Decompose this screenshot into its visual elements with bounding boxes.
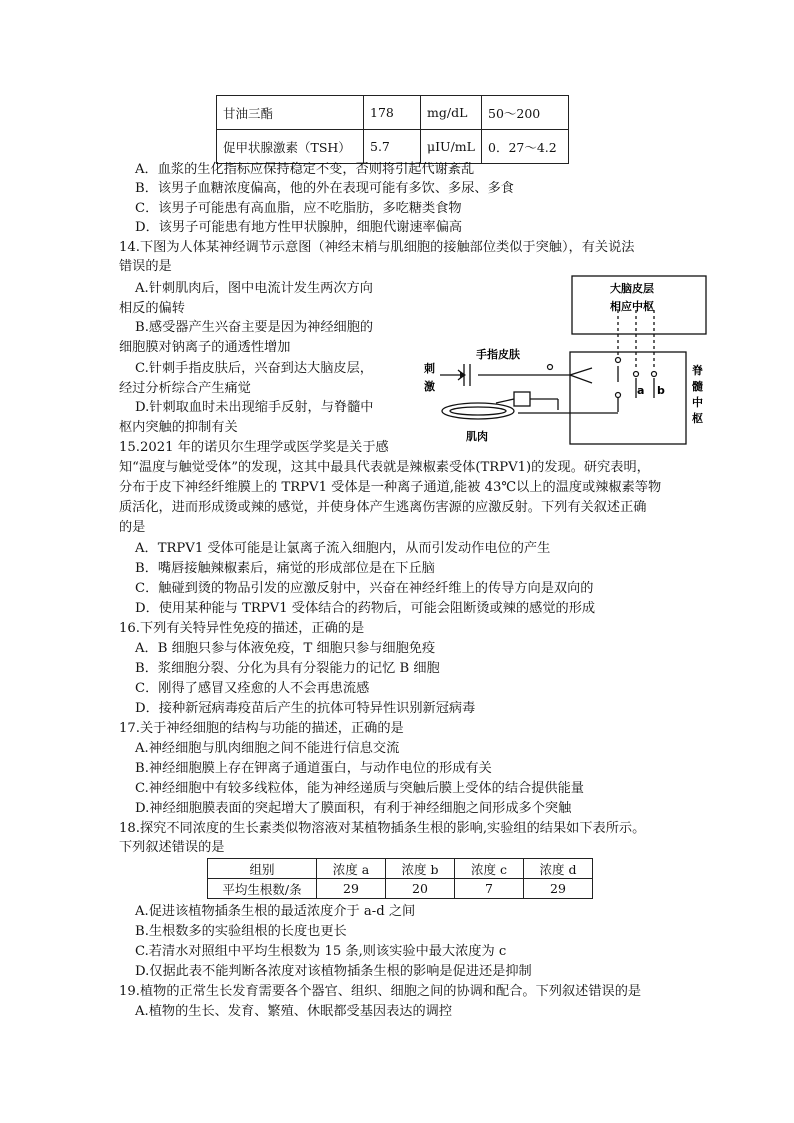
table-row bbox=[208, 879, 593, 899]
spinal-label-1: 脊 bbox=[692, 364, 703, 377]
q19-stem: 19.植物的正常生长发育需要各个器官、组织、细胞之间的协调和配合。下列叙述错误的是 bbox=[119, 984, 642, 999]
spinal-label-2: 髓 bbox=[692, 380, 703, 393]
q17-option-d: D.神经细胞膜表面的突起增大了膜面积，有利于神经细胞之间形成多个突触 bbox=[135, 801, 572, 816]
q18-option-d: D.仅据此表不能判断各浓度对该植物插条生根的影响是促进还是抑制 bbox=[135, 964, 532, 979]
q18-option-a: A.促进该植物插条生根的最适浓度介于 a-d 之间 bbox=[135, 904, 416, 919]
table-cell: 促甲状腺激素（TSH） bbox=[217, 130, 364, 164]
q14-stem: 14.下图为人体某神经调节示意图（神经末梢与肌细胞的接触部位类似于突触），有关说法 bbox=[119, 240, 635, 255]
table-header-cell: 浓度 d bbox=[524, 859, 593, 879]
q13-option-b: B．该男子血糖浓度偏高，他的外在表现可能有多饮、多尿、多食 bbox=[135, 181, 514, 196]
q16-option-d: D．接种新冠病毒疫苗后产生的抗体可特异性识别新冠病毒 bbox=[135, 701, 476, 716]
table-header-cell: 组别 bbox=[208, 859, 317, 879]
q15-stem-5: 的是 bbox=[119, 520, 146, 535]
q18-stem-2: 下列叙述错误的是 bbox=[119, 840, 225, 855]
reflex-arc-diagram bbox=[420, 270, 710, 450]
table-cell: 29 bbox=[524, 879, 593, 899]
table-cell: 29 bbox=[317, 879, 386, 899]
table-cell: 50～200 bbox=[482, 96, 569, 130]
q16-option-a: A．B 细胞只参与体液免疫，T 细胞只参与细胞免疫 bbox=[135, 641, 436, 656]
q14-option-a-cont: 相反的偏转 bbox=[119, 301, 185, 316]
table-cell: 178 bbox=[364, 96, 421, 130]
spinal-label-3: 中 bbox=[692, 396, 703, 409]
q14-option-b: B.感受器产生兴奋主要是因为神经细胞的 bbox=[135, 320, 374, 335]
stimulus-label-1: 刺 bbox=[424, 362, 435, 375]
q17-stem: 17.关于神经细胞的结构与功能的描述，正确的是 bbox=[119, 721, 404, 736]
table-cell: 7 bbox=[455, 879, 524, 899]
muscle-shape bbox=[442, 403, 514, 419]
q19-option-a: A.植物的生长、发育、繁殖、休眠都受基因表达的调控 bbox=[135, 1004, 453, 1019]
q14-option-b-cont: 细胞膜对钠离子的通透性增加 bbox=[119, 340, 291, 355]
q15-stem-2: 知“温度与触觉受体”的发现，这其中最具代表就是辣椒素受体(TRPV1)的发现。研究表明， bbox=[119, 460, 650, 475]
q15-option-d: D．使用某种能与 TRPV1 受体结合的药物后，可能会阻断烫或辣的感觉的形成 bbox=[135, 601, 596, 616]
table-cell: 0．27～4.2 bbox=[482, 130, 569, 164]
q15-stem-3: 分布于皮下神经纤维膜上的 TRPV1 受体是一种离子通道,能被 43℃以上的温度或辣椒素等物 bbox=[119, 480, 662, 495]
label-b: b bbox=[657, 384, 665, 397]
table-row bbox=[208, 859, 593, 879]
q13-option-c: C．该男子可能患有高血脂，应不吃脂肪，多吃糖类食物 bbox=[135, 201, 462, 216]
lab-results-table bbox=[216, 95, 569, 164]
muscle-label: 肌肉 bbox=[466, 430, 488, 443]
cortex-label-1: 大脑皮层 bbox=[610, 282, 654, 295]
q14-option-c: C.针刺手指皮肤后，兴奋到达大脑皮层， bbox=[135, 361, 373, 376]
q17-option-c: C.神经细胞中有较多线粒体，能为神经递质与突触后膜上受体的结合提供能量 bbox=[135, 781, 584, 796]
table-cell: 甘油三酯 bbox=[217, 96, 364, 130]
spinal-label-4: 枢 bbox=[692, 412, 703, 425]
q14-stem-cont: 错误的是 bbox=[119, 259, 172, 274]
q18-option-b: B.生根数多的实验组根的长度也更长 bbox=[135, 924, 347, 939]
rooting-results-table bbox=[207, 858, 593, 899]
q17-option-a: A.神经细胞与肌肉细胞之间不能进行信息交流 bbox=[135, 741, 400, 756]
q13-option-d: D．该男子可能患有地方性甲状腺肿，细胞代谢速率偏高 bbox=[135, 220, 463, 235]
q14-option-d-cont: 枢内突触的抑制有关 bbox=[119, 420, 238, 435]
q18-option-c: C.若清水对照组中平均生根数为 15 条,则该实验中最大浓度为 c bbox=[135, 944, 507, 959]
cortex-label-2: 相应中枢 bbox=[610, 300, 654, 313]
table-header-cell: 浓度 b bbox=[386, 859, 455, 879]
spinal-cord-box bbox=[570, 352, 686, 444]
q17-option-b: B.神经细胞膜上存在钾离子通道蛋白，与动作电位的形成有关 bbox=[135, 761, 492, 776]
table-header-cell: 浓度 a bbox=[317, 859, 386, 879]
q15-stem-1: 15.2021 年的诺贝尔生理学或医学奖是关于感 bbox=[119, 440, 389, 455]
table-cell: 平均生根数/条 bbox=[208, 879, 317, 899]
table-cell: μIU/mL bbox=[421, 130, 482, 164]
q16-option-b: B．浆细胞分裂、分化为具有分裂能力的记忆 B 细胞 bbox=[135, 661, 440, 676]
q16-option-c: C．刚得了感冒又痊愈的人不会再患流感 bbox=[135, 681, 370, 696]
table-header-cell: 浓度 c bbox=[455, 859, 524, 879]
galvanometer bbox=[514, 392, 530, 406]
skin-label: 手指皮肤 bbox=[476, 348, 520, 361]
q14-option-a: A.针刺肌肉后，图中电流计发生两次方向 bbox=[135, 281, 373, 296]
q16-stem: 16.下列有关特异性免疫的描述，正确的是 bbox=[119, 621, 365, 636]
label-a: a bbox=[637, 384, 645, 397]
q15-option-b: B．嘴唇接触辣椒素后，痛觉的形成部位是在下丘脑 bbox=[135, 561, 435, 576]
stimulus-label-2: 激 bbox=[424, 380, 435, 393]
table-row bbox=[217, 130, 569, 164]
q14-option-d: D.针刺取血时未出现缩手反射，与脊髓中 bbox=[135, 400, 374, 415]
q18-stem-1: 18.探究不同浓度的生长素类似物溶液对某植物插条生根的影响,实验组的结果如下表所示。 bbox=[119, 821, 646, 836]
q14-option-c-cont: 经过分析综合产生痛觉 bbox=[119, 381, 251, 396]
q15-stem-4: 质活化，进而形成烫或辣的感觉，并使身体产生逃离伤害源的应激反射。下列有关叙述正确 bbox=[119, 500, 647, 515]
table-cell: mg/dL bbox=[421, 96, 482, 130]
table-row bbox=[217, 96, 569, 130]
q13-option-a: A．血浆的生化指标应保持稳定不变，否则将引起代谢紊乱 bbox=[135, 162, 475, 177]
table-cell: 20 bbox=[386, 879, 455, 899]
q15-option-c: C．触碰到烫的物品引发的应激反射中，兴奋在神经纤维上的传导方向是双向的 bbox=[135, 581, 594, 596]
q15-option-a: A．TRPV1 受体可能是让氯离子流入细胞内，从而引发动作电位的产生 bbox=[135, 541, 551, 556]
table-cell: 5.7 bbox=[364, 130, 421, 164]
